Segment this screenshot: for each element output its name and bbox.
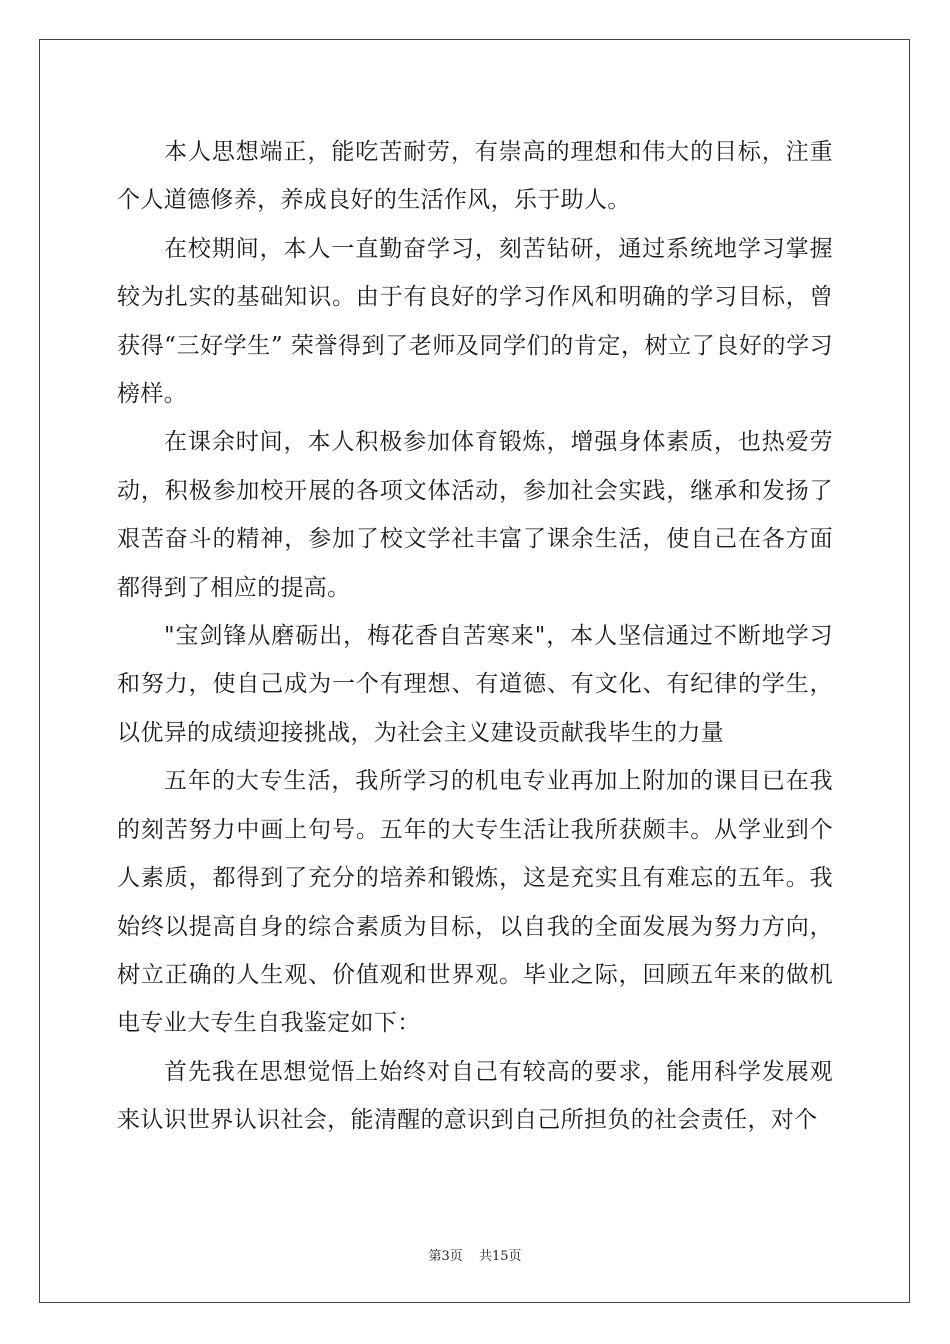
paragraph: "宝剑锋从磨砺出，梅花香自苦寒来"，本人坚信通过不断地学习和努力，使自己成为一个有理想、有道德、有文化、有纪律的学生，以优异的成绩迎接挑战，为社会主义建设贡献我毕生的力量 (117, 623, 833, 746)
document-body (117, 128, 833, 1145)
page-total: 共15页 (478, 1249, 522, 1264)
paragraph: 在校期间，本人一直勤奋学习，刻苦钻研，通过系统地学习掌握较为扎实的基础知识。由于有良好的学习作风和明确的学习目标，曾获得“三好学生” 荣誉得到了老师及同学们的肯定，树立了良好的学习榜样。 (117, 235, 833, 408)
paragraph: 在课余时间，本人积极参加体育锻炼，增强身体素质，也热爱劳动，积极参加校开展的各项文体活动，参加社会实践，继承和发扬了艰苦奋斗的精神，参加了校文学社丰富了课余生活，使自己在各方面都得到了相应的提高。 (117, 429, 833, 601)
paragraph: 本人思想端正，能吃苦耐劳，有崇高的理想和伟大的目标，注重个人道德修养，养成良好的生活作风，乐于助人。 (117, 139, 833, 214)
page-number: 第3页 (428, 1249, 463, 1264)
paragraph: 五年的大专生活，我所学习的机电专业再加上附加的课目已在我的刻苦努力中画上句号。五年的大专生活让我所获颇丰。从学业到个人素质，都得到了充分的培养和锻炼，这是充实且有难忘的五年。我始终以提高自身的综合素质为目标，以自我的全面发展为努力方向，树立正确的人生观、价值观和世界观。毕业之际，回顾五年来的做机电专业大专生自我鉴定如下： (117, 768, 833, 1037)
paragraph: 首先我在思想觉悟上始终对自己有较高的要求，能用科学发展观来认识世界认识社会，能清醒的意识到自己所担负的社会责任，对个 (117, 1058, 833, 1134)
page-footer (0, 1245, 950, 1264)
